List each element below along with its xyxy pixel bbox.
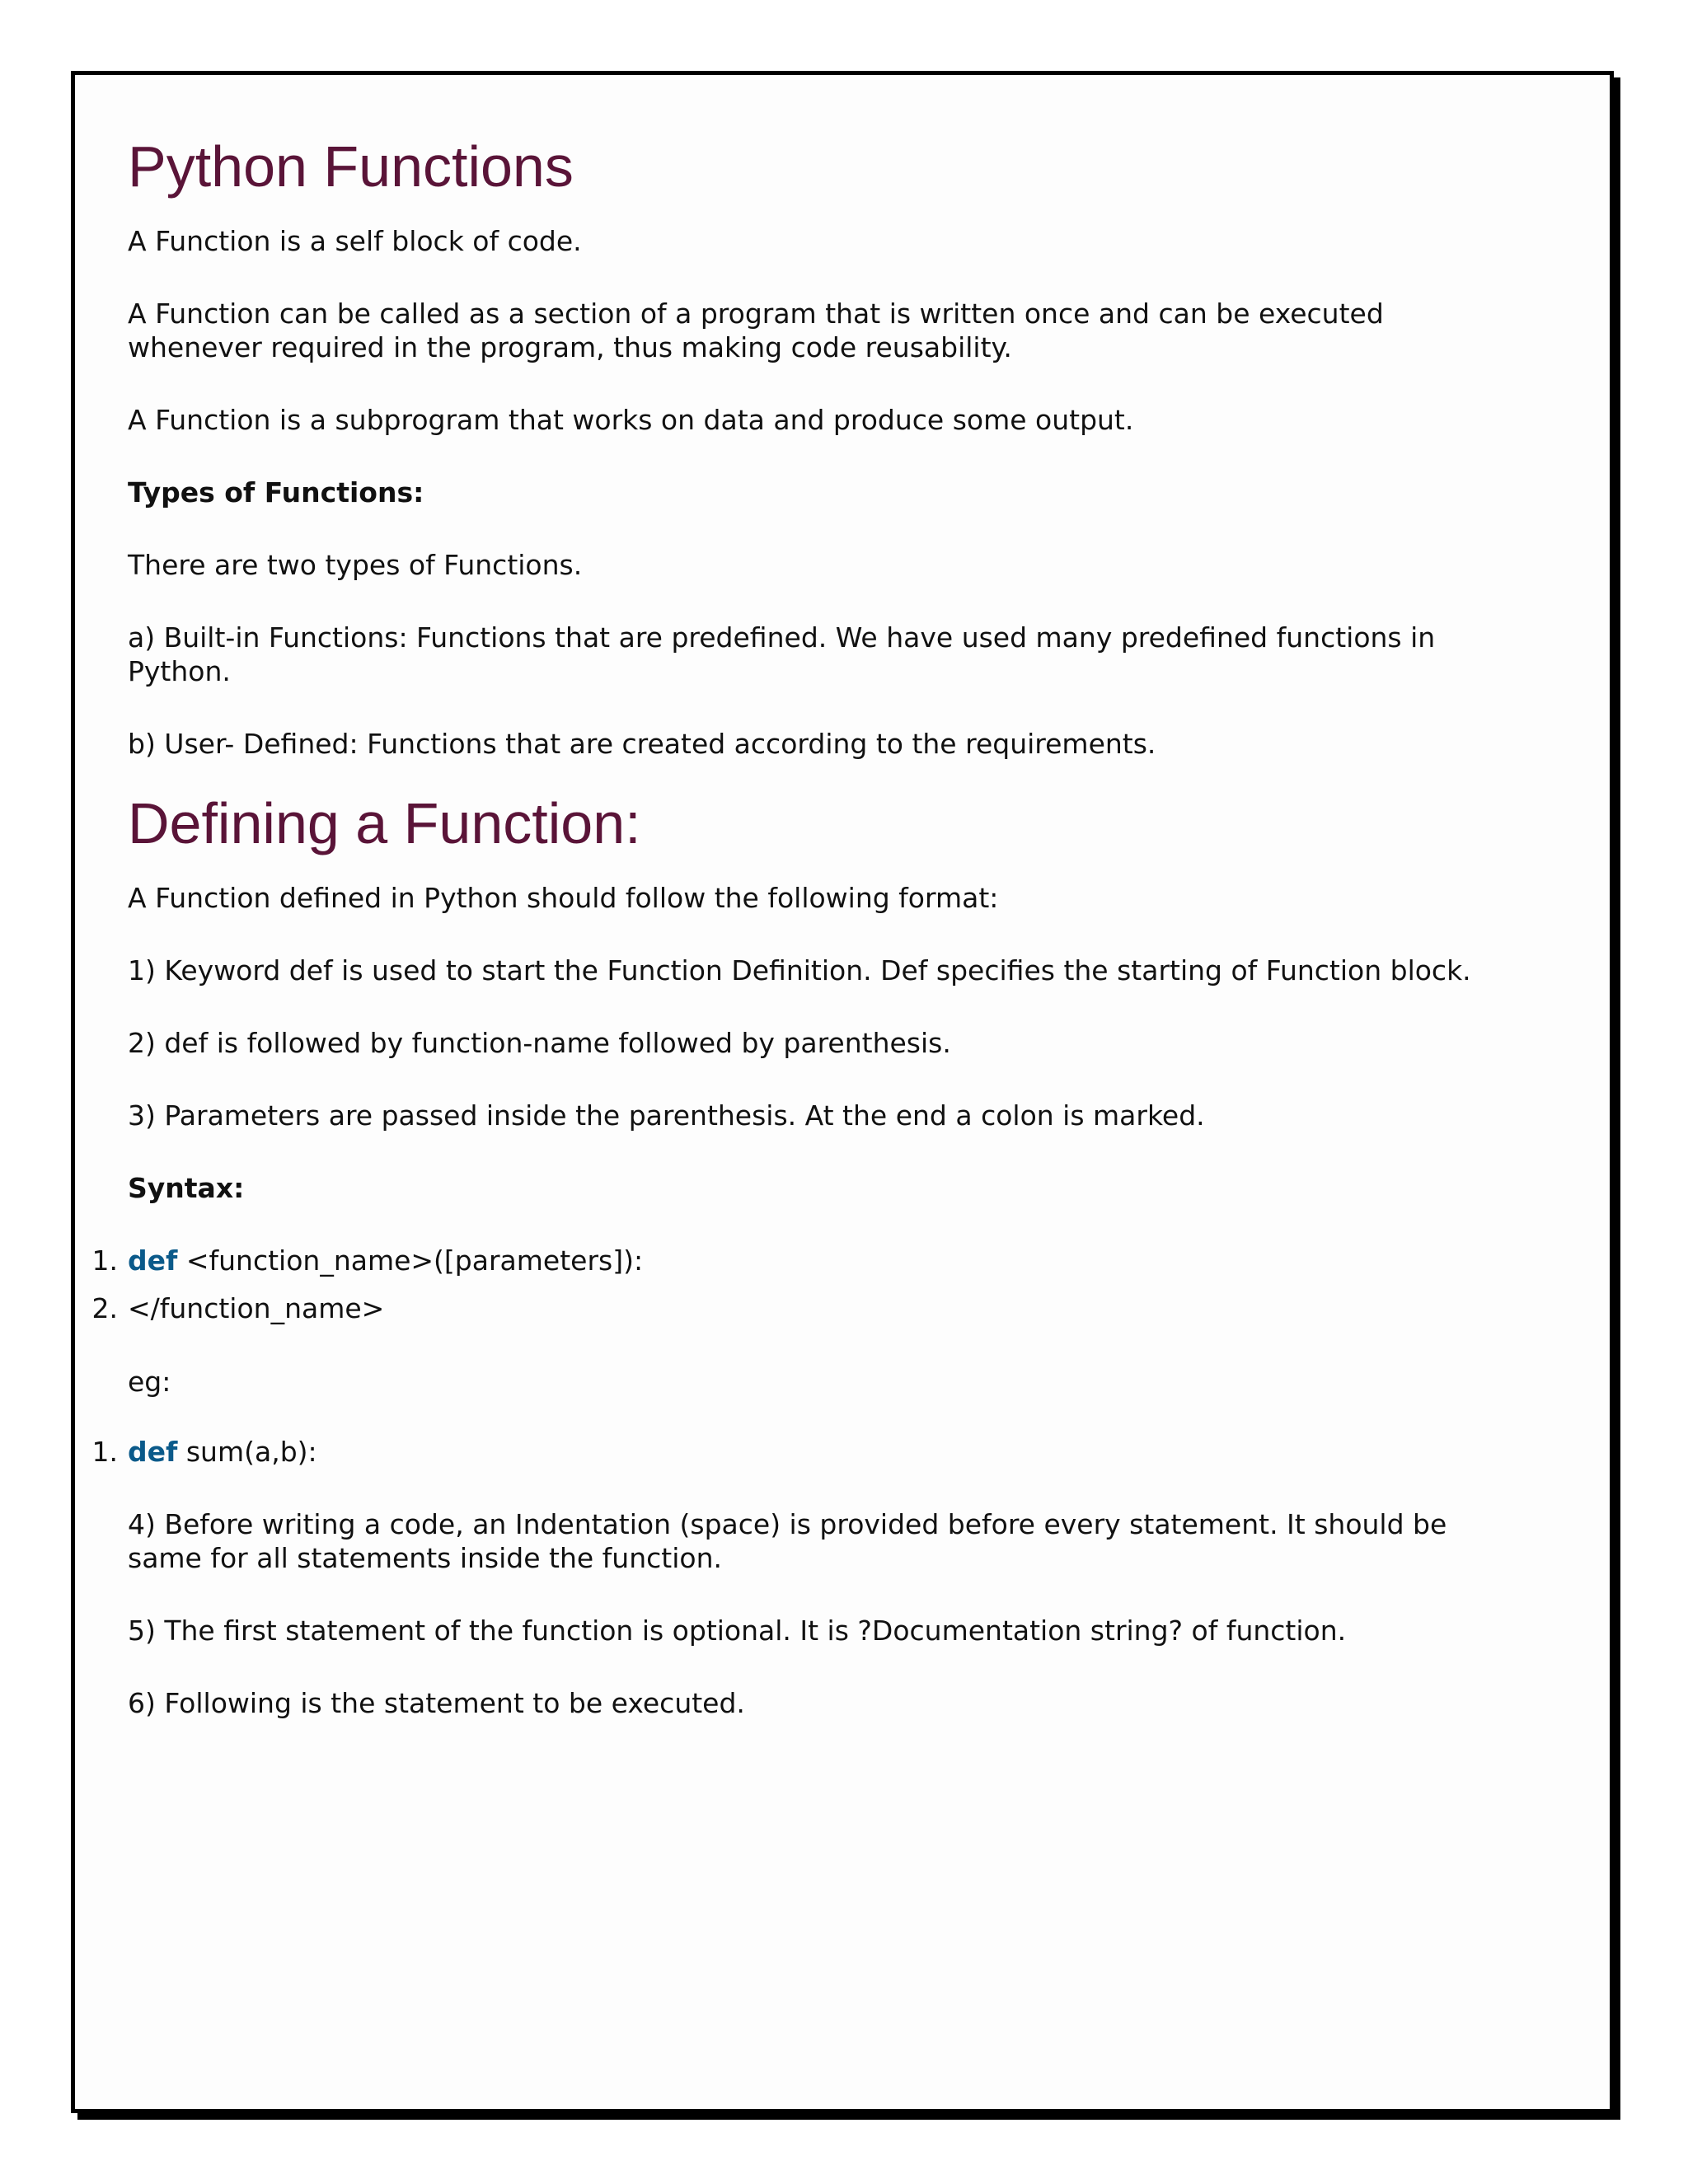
example-label: eg: [128,1366,171,1398]
section-intro: A Function defined in Python should follow the following format: [128,882,999,914]
code-line-number: 1. [91,1244,118,1277]
syntax-code-block [91,1244,1496,1339]
rule-1: 1) Keyword def is used to start the Function Definition. Def specifies the starting of Function block. [128,954,1471,987]
syntax-heading: Syntax: [128,1172,245,1204]
code-text: sum(a,b): [177,1436,317,1468]
section-heading-defining: Defining a Function: [128,791,641,855]
code-line [91,1291,1496,1339]
example-code-block [91,1435,1496,1483]
type-user-defined: b) User- Defined: Functions that are created according to the requirements. [128,728,1156,760]
code-line-number: 1. [91,1436,118,1468]
rule-5: 5) The first statement of the function is optional. It is ?Documentation string? of function. [128,1615,1347,1647]
code-line [91,1435,1496,1483]
code-line-number: 2. [91,1292,118,1324]
paragraph-intro-1: A Function is a self block of code. [128,225,582,257]
code-text: <function_name>([parameters]): [177,1244,644,1277]
code-keyword: def [128,1244,178,1277]
paragraph-intro-3: A Function is a subprogram that works on data and produce some output. [128,404,1134,436]
code-line [91,1244,1496,1291]
code-text: </function_name> [128,1292,385,1324]
types-intro: There are two types of Functions. [128,549,583,581]
document-body [91,132,1496,1720]
rule-6: 6) Following is the statement to be executed. [128,1687,745,1719]
types-heading: Types of Functions: [128,476,424,509]
page-title: Python Functions [128,134,574,199]
code-keyword: def [128,1436,178,1468]
rule-2: 2) def is followed by function-name followed by parenthesis. [128,1027,951,1059]
paragraph-intro-2: A Function can be called as a section of a program that is written once and can be executed whenever required in the program, thus making code reusability. [128,298,1384,363]
rule-4: 4) Before writing a code, an Indentation (space) is provided before every statement. It should be same for all statements inside the function. [128,1508,1447,1574]
rule-3: 3) Parameters are passed inside the parenthesis. At the end a colon is marked. [128,1099,1205,1132]
type-builtin: a) Built-in Functions: Functions that are predefined. We have used many predefined functions in Python. [128,621,1436,687]
